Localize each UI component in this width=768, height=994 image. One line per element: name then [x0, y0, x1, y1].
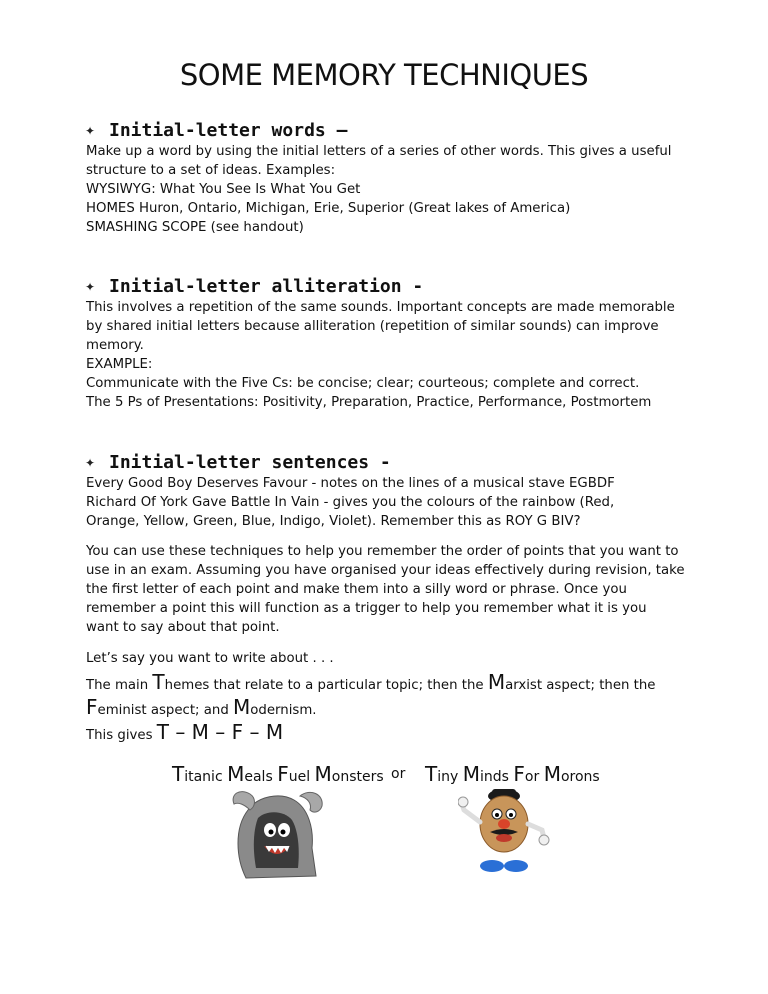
- body-line: Richard Of York Gave Battle In Vain - gives you the colours of the rainbow (Red,: [86, 495, 615, 510]
- body-line: want to say about that point.: [86, 620, 280, 635]
- text-run: hemes that relate to a particular topic; then the: [164, 678, 488, 693]
- potato-head-illustration: [458, 786, 550, 878]
- or-separator: or: [391, 766, 406, 782]
- body-line: Orange, Yellow, Green, Blue, Indigo, Violet). Remember this as ROY G BIV?: [86, 514, 581, 529]
- text-run: The main: [86, 678, 153, 693]
- text-run: This gives: [86, 728, 157, 743]
- big-letter: M: [233, 695, 251, 719]
- section-body: [86, 474, 615, 531]
- big-letter: T: [425, 762, 438, 786]
- mnemonic-gives-line: [86, 720, 283, 744]
- section-body: [86, 298, 675, 412]
- text-run: odernism.: [250, 703, 317, 718]
- text-run: itanic: [184, 769, 228, 785]
- body-line: Communicate with the Five Cs: be concise; clear; courteous; complete and correct.: [86, 376, 640, 391]
- body-line: by shared initial letters because alliteration (repetition of similar sounds) can improve: [86, 319, 659, 334]
- big-letter: M: [227, 762, 245, 786]
- gives-letters: T – M – F – M: [156, 720, 284, 744]
- body-line: memory.: [86, 338, 144, 353]
- big-letter: F: [86, 695, 98, 719]
- section-body: [86, 142, 672, 237]
- big-letter: F: [277, 762, 289, 786]
- body-line: remember a point this will function as a trigger to help you remember what it is you: [86, 601, 647, 616]
- body-line: the first letter of each point and make them into a silly word or phrase. Once you: [86, 582, 627, 597]
- body-line: Make up a word by using the initial letters of a series of other words. This gives a useful: [86, 144, 672, 159]
- big-letter: T: [172, 762, 185, 786]
- text-run: inds: [479, 769, 514, 785]
- body-line: HOMES Huron, Ontario, Michigan, Erie, Superior (Great lakes of America): [86, 201, 571, 216]
- mnemonic-line-2: [86, 695, 317, 719]
- section-heading: Initial-letter sentences -: [109, 452, 391, 473]
- section-heading: Initial-letter alliteration -: [109, 276, 424, 297]
- big-letter: M: [487, 670, 506, 694]
- lets-say-line: Let’s say you want to write about . . .: [86, 651, 334, 666]
- big-letter: M: [543, 762, 561, 786]
- body-line: WYSIWYG: What You See Is What You Get: [86, 182, 361, 197]
- text-run: eals: [244, 769, 278, 785]
- text-run: onsters: [331, 769, 384, 785]
- body-line: use in an exam. Assuming you have organised your ideas effectively during revision, take: [86, 563, 685, 578]
- body-line: This involves a repetition of the same sounds. Important concepts are made memorable: [86, 300, 675, 315]
- big-letter: M: [462, 762, 480, 786]
- text-run: arxist aspect; then the: [505, 678, 656, 693]
- text-run: eminist aspect; and: [97, 703, 234, 718]
- bullet-icon: ✦: [85, 280, 96, 294]
- bullet-icon: ✦: [85, 456, 96, 470]
- big-letter: F: [513, 762, 525, 786]
- mnemonic-line-1: [86, 670, 656, 694]
- big-letter: M: [314, 762, 332, 786]
- body-line: Every Good Boy Deserves Favour - notes on the lines of a musical stave EGBDF: [86, 476, 615, 491]
- text-run: uel: [288, 769, 315, 785]
- section-heading: Initial-letter words –: [109, 120, 348, 141]
- body-line: The 5 Ps of Presentations: Positivity, Preparation, Practice, Performance, Postmortem: [86, 395, 652, 410]
- phrase-titanic: [172, 762, 384, 786]
- body-line: SMASHING SCOPE (see handout): [86, 220, 304, 235]
- phrase-tiny: [425, 762, 600, 786]
- big-letter: T: [152, 670, 165, 694]
- explanation-paragraph: [86, 542, 685, 637]
- bullet-icon: ✦: [85, 124, 96, 138]
- body-line: structure to a set of ideas. Examples:: [86, 163, 336, 178]
- text-run: iny: [437, 769, 463, 785]
- monster-illustration: [228, 788, 328, 880]
- body-line: EXAMPLE:: [86, 357, 153, 372]
- text-run: orons: [560, 769, 600, 785]
- body-line: You can use these techniques to help you remember the order of points that you want to: [86, 544, 679, 559]
- text-run: or: [524, 769, 544, 785]
- page-title: SOME MEMORY TECHNIQUES: [179, 58, 589, 92]
